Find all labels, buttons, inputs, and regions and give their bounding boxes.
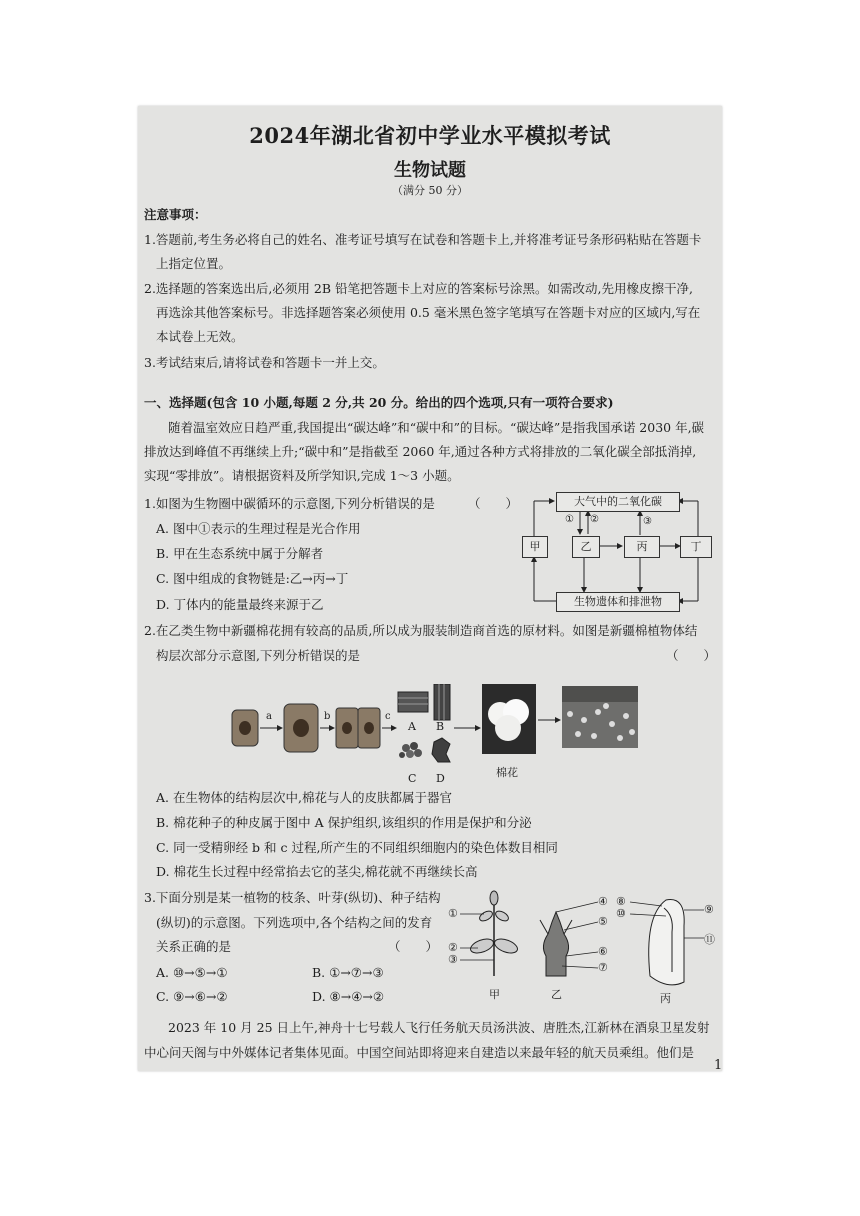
carbon-cycle-diagram xyxy=(516,492,716,610)
notice-item-1: 1.答题前,考生务必将自己的姓名、准考证号填写在试卷和答题卡上,并将准考证号条形码粘贴在答题卡 xyxy=(144,232,702,247)
cotton-structure-figure xyxy=(228,684,638,794)
q1-option-c: C. 图中组成的食物链是:乙→丙→丁 xyxy=(156,571,349,586)
q3-stem-cont: (纵切)的示意图。下列选项中,各个结构之间的发育 xyxy=(156,915,433,930)
q2-option-a: A. 在生物体的结构层次中,棉花与人的皮肤都属于器官 xyxy=(156,790,452,805)
q3-label-9: ⑨ xyxy=(704,903,714,916)
fig-jia-label: 甲 xyxy=(489,988,500,1001)
q1-option-a: A. 图中①表示的生理过程是光合作用 xyxy=(156,521,361,536)
q3-label-4: ④ xyxy=(598,895,608,908)
q3-option-c: C. ⑨→⑥→② xyxy=(156,989,228,1004)
q3-label-8: ⑧ xyxy=(616,895,626,908)
q3-label-6: ⑥ xyxy=(598,945,608,958)
ding-box: 丁 xyxy=(680,536,712,558)
notice-item-1-cont: 上指定位置。 xyxy=(156,256,232,271)
notice-heading: 注意事项： xyxy=(144,207,207,222)
tissue-d-label: D xyxy=(436,772,445,785)
intro-line-1: 随着温室效应日趋严重,我国提出“碳达峰”和“碳中和”的目标。“碳达峰”是指我国承诺 2030 年,碳 xyxy=(168,420,705,435)
q3-option-d: D. ⑧→④→② xyxy=(312,989,385,1004)
remains-box: 生物遗体和排泄物 xyxy=(556,592,680,612)
full-score: （满分 50 分） xyxy=(392,184,468,197)
process-a-label: a xyxy=(266,711,272,722)
notice-item-3: 3.考试结束后,请将试卷和答题卡一并上交。 xyxy=(144,355,385,370)
passage-line-2: 中心问天阁与中外媒体记者集体见面。中国空间站即将迎来自建造以来最年轻的航天员乘组。他们是 xyxy=(144,1045,695,1060)
q3-label-5: ⑤ xyxy=(598,915,608,928)
q3-label-2: ② xyxy=(448,941,458,954)
q1-option-b: B. 甲在生态系统中属于分解者 xyxy=(156,546,324,561)
q2-stem: 2.在乙类生物中新疆棉花拥有较高的品质,所以成为服装制造商首选的原材料。如图是新疆棉植物体结 xyxy=(144,623,698,638)
cotton-label: 棉花 xyxy=(496,766,518,779)
fig-bing-label: 丙 xyxy=(660,992,671,1005)
label-3: ③ xyxy=(643,516,652,527)
notice-item-2: 2.选择题的答案选出后,必须用 2B 铅笔把答题卡上对应的答案标号涂黑。如需改动,先用橡皮擦干净, xyxy=(144,281,693,296)
exam-subject: 生物试题 xyxy=(394,160,466,181)
cotton-structure-drawing xyxy=(228,684,638,794)
intro-line-2: 排放达到峰值不再继续上升;“碳中和”是指截至 2060 年,通过各种方式将排放的二氧化碳全部抵消掉, xyxy=(144,444,697,459)
tissue-c-label: C xyxy=(408,772,417,785)
q3-label-3: ③ xyxy=(448,953,458,966)
notice-item-2-cont: 再选涂其他答案标号。非选择题答案必须使用 0.5 毫米黑色签字笔填写在答题卡对应的区域内,写在 xyxy=(156,305,701,320)
notice-item-2-cont2: 本试卷上无效。 xyxy=(156,329,244,344)
intro-line-3: 实现“零排放”。请根据资料及所学知识,完成 1～3 小题。 xyxy=(144,468,460,483)
q3-option-b: B. ①→⑦→③ xyxy=(312,965,384,980)
yi-box: 乙 xyxy=(572,536,600,558)
q1-option-d: D. 丁体内的能量最终来源于乙 xyxy=(156,597,324,612)
q3-label-1: ① xyxy=(448,907,458,920)
q2-stem-cont: 构层次部分示意图,下列分析错误的是 xyxy=(156,648,360,663)
exam-paper xyxy=(138,106,722,1071)
process-b-label: b xyxy=(324,711,331,722)
plant-structure-figure xyxy=(448,886,718,1004)
q2-answer-paren: （ ） xyxy=(666,648,717,663)
tissue-a-label: A xyxy=(408,720,416,733)
passage-line-1: 2023 年 10 月 25 日上午,神舟十七号载人飞行任务航天员汤洪波、唐胜杰,江新林在酒泉卫星发射 xyxy=(168,1020,710,1035)
q3-stem: 3.下面分别是某一植物的枝条、叶芽(纵切)、种子结构 xyxy=(144,890,441,905)
fig-yi-label: 乙 xyxy=(551,988,562,1001)
process-c-label: c xyxy=(385,711,391,722)
q1-answer-paren: （ ） xyxy=(468,496,519,511)
q3-stem-cont2: 关系正确的是 xyxy=(156,939,232,954)
q2-option-c: C. 同一受精卵经 b 和 c 过程,所产生的不同组织细胞内的染色体数目相同 xyxy=(156,840,558,855)
exam-title: 2024年湖北省初中学业水平模拟考试 xyxy=(249,123,611,148)
atmosphere-co2-box: 大气中的二氧化碳 xyxy=(556,492,680,512)
bing-box: 丙 xyxy=(624,536,660,558)
section-heading: 一、选择题(包含 10 小题,每题 2 分,共 20 分。给出的四个选项,只有一项符合要求) xyxy=(144,395,614,410)
page-number: 1 xyxy=(714,1058,723,1073)
q3-label-11: ⑪ xyxy=(704,933,715,946)
label-1: ① xyxy=(565,514,574,525)
q3-label-7: ⑦ xyxy=(598,961,608,974)
tissue-b-label: B xyxy=(436,720,445,733)
q3-answer-paren: （ ） xyxy=(388,939,439,954)
label-2: ② xyxy=(590,514,599,525)
q3-option-a: A. ⑩→⑤→① xyxy=(156,965,228,980)
q2-option-d: D. 棉花生长过程中经常掐去它的茎尖,棉花就不再继续长高 xyxy=(156,864,478,879)
q2-option-b: B. 棉花种子的种皮属于图中 A 保护组织,该组织的作用是保护和分泌 xyxy=(156,815,532,830)
q1-stem: 1.如图为生物圈中碳循环的示意图,下列分析错误的是 xyxy=(144,496,435,511)
q3-label-10: ⑩ xyxy=(616,907,626,920)
jia-box: 甲 xyxy=(522,536,548,558)
